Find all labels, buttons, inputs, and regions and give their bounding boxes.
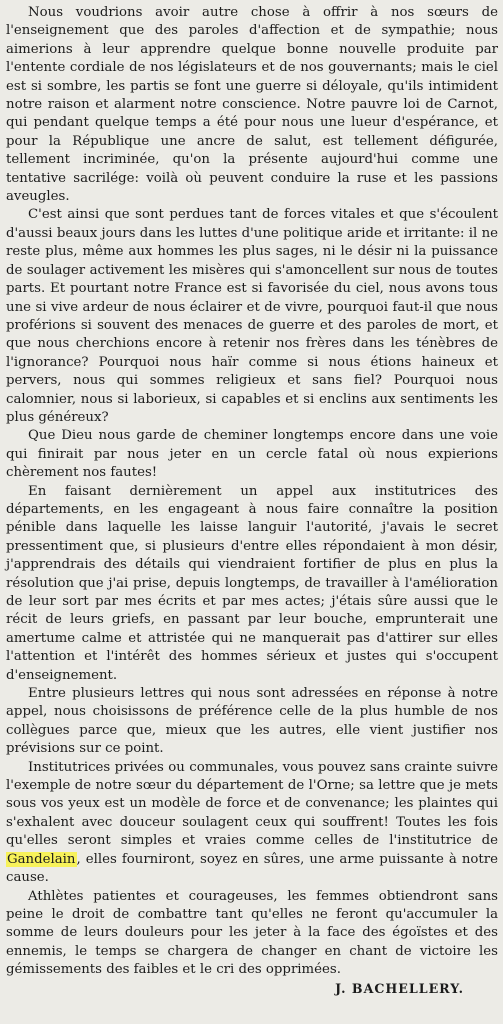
paragraph-4: En faisant dernièrement un appel aux institutrices des départements, en les engageant à nous faire connaître la position pénible dans laquelle les laisse languir l'autorité, j'avais le secret pressentiment que, si plusieurs d'entre elles répondaient à mon désir, j'apprendrais des détails qui viendraient fortifier de plus en plus la résolution que j'ai prise, depuis longtemps, de travailler à l'amélioration de leur sort par mes écrits et par mes actes; j'étais sûre aussi que le récit de leurs griefs, en passant par leur bouche, emprunterait une amertume calme et attristée qui ne manquerait pas d'attirer sur elles l'attention et l'intérêt des hommes sérieux et justes qui s'occupent d'enseignement. xyxy=(6,483,498,683)
paragraph-5: Entre plusieurs lettres qui nous sont adressées en réponse à notre appel, nous choisissons de préférence celle de la plus humble de nos collègues parce que, mieux que les autres, elle vient justifier nos prévisions sur ce point. xyxy=(6,686,498,757)
paragraph-3: Que Dieu nous garde de cheminer longtemps encore dans une voie qui finirait par nous jeter en un cercle fatal où nous expierions chèrement nos fautes! xyxy=(6,428,498,481)
author-signature: J. BACHELLERY. xyxy=(335,980,464,996)
highlighted-term: Gandelain xyxy=(7,851,76,867)
paragraph-7: Athlètes patientes et courageuses, les femmes obtiendront sans peine le droit de combattre tant qu'elles ne feront qu'accumuler la somme de leurs douleurs pour les jeter à la face des égoïstes et des ennemis, le temps se chargera de changer en chant de victoire les gémissements des faibles et le cri des opprimées. xyxy=(6,888,498,978)
paragraph-2: C'est ainsi que sont perdues tant de forces vitales et que s'écoulent d'aussi beaux jours dans les luttes d'une politique aride et irritante: il ne reste plus, même aux hommes les plus sages, ni le désir ni la puissance de soulager activement les misères qui s'amoncellent sur nous de toutes parts. Et pourtant notre France est si favorisée du ciel, nous avons tous une si vive ardeur de nous éclairer et de vivre, pourquoi faut-il que nous proférions si souvent des menaces de guerre et des paroles de mort, et que nous cherchions encore à retenir nos frères dans les ténèbres de l'ignorance? Pourquoi nous haïr comme si nous étions haineux et pervers, nous qui sommes religieux et sans fiel? Pourquoi nous calomnier, nous si laborieux, si capables et si enclins aux sentiments les plus généreux? xyxy=(6,207,498,425)
paragraph-6-start: Institutrices privées ou communales, vous pouvez sans crainte suivre l'exemple de notre sœur du département de l'Orne; sa lettre que je mets sous vos yeux est un modèle de force et de convenance; les plaintes qui s'exhalent avec douceur soulagent ceux qui souffrent! Toutes les fois qu'elles seront simples et vraies comme celles de l'institutrice de xyxy=(6,759,498,849)
paragraph-1: Nous voudrions avoir autre chose à offrir à nos sœurs de l'enseignement que des paroles d'affection et de sympathie; nous aimerions à leur apprendre quelque bonne nouvelle produite par l'entente cordiale de nos législateurs et de nos gouvernants; mais le ciel est si sombre, les partis se font une guerre si déloyale, qu'ils intimident notre raison et alarment notre conscience. Notre pauvre loi de Carnot, qui pendant quelque temps a été pour nous une lueur d'espérance, et pour la République une ancre de salut, est tellement défigurée, tellement incriminée, qu'on la présente aujourd'hui comme une tentative sacrilége: voilà où peuvent conduire la ruse et les passions aveugles. xyxy=(6,5,498,205)
paragraph-6-end: , elles fourniront, soyez en sûres, une arme puissante à notre cause. xyxy=(6,851,498,886)
paragraph-6 xyxy=(6,759,498,888)
